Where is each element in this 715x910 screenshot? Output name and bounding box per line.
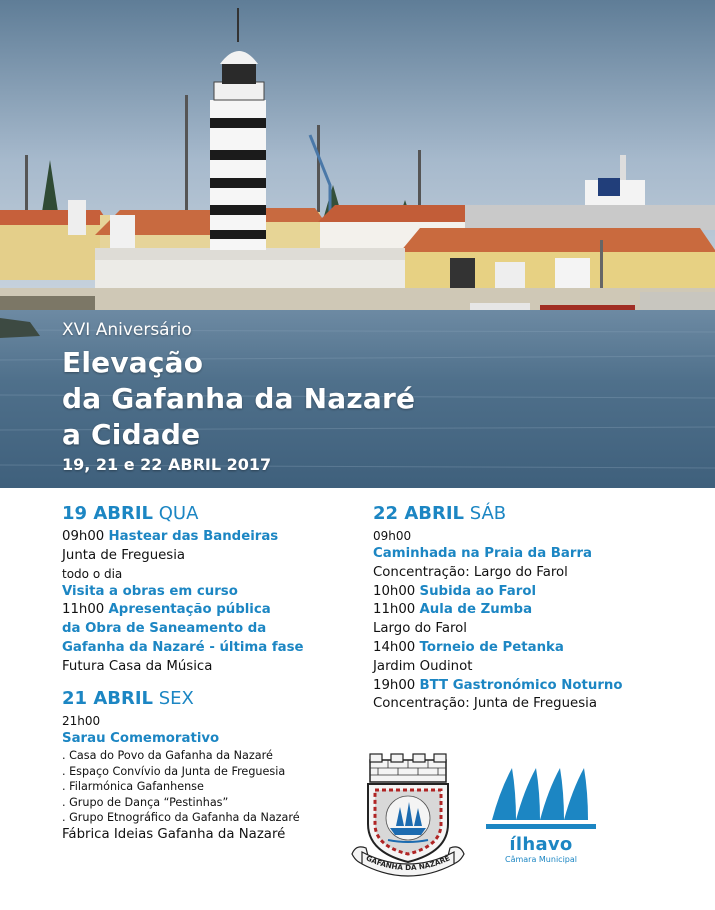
crest-icon — [348, 752, 468, 877]
program-line: da Obra de Saneamento da — [62, 621, 267, 637]
event-dates: 19, 21 e 22 ABRIL 2017 — [62, 455, 272, 474]
program-line: Visita a obras em curso — [62, 583, 238, 599]
program-line: Caminhada na Praia da Barra — [373, 546, 592, 561]
program-line: todo o dia — [62, 566, 123, 581]
program-line: Concentração: Junta de Freguesia — [373, 696, 597, 712]
day-header-21 — [62, 687, 362, 711]
program-line: 19h00 BTT Gastronómico Noturno — [373, 677, 623, 693]
day-weekday: SEX — [158, 687, 194, 709]
day-header-22 — [373, 502, 673, 526]
program-line: 11h00 Apresentação pública — [62, 602, 271, 618]
program-line: Junta de Freguesia — [62, 547, 186, 563]
program-line: Gafanha da Nazaré - última fase — [62, 639, 304, 655]
title-line-1: Elevação — [62, 346, 204, 379]
program-line: Fábrica Ideias Gafanha da Nazaré — [62, 826, 286, 842]
gafanha-crest — [348, 752, 468, 877]
logo-name: ílhavo — [509, 834, 573, 855]
participant-line: . Filarmónica Gafanhense — [62, 780, 204, 794]
program-line: Jardim Oudinot — [373, 658, 473, 674]
right-program-column — [373, 502, 673, 714]
day-weekday: QUA — [158, 503, 199, 524]
program-line: 14h00 Torneio de Petanka — [373, 639, 564, 655]
left-program-column — [62, 502, 362, 845]
program-line: 10h00 Subida ao Farol — [373, 583, 537, 599]
ilhavo-logo — [486, 762, 596, 864]
program-line: 21h00 — [62, 713, 101, 728]
program-line: Futura Casa da Música — [62, 658, 213, 674]
logo-subtitle: Câmara Municipal — [504, 855, 577, 864]
day-date: 21 ABRIL — [62, 687, 153, 709]
day-weekday: SÁB — [469, 503, 507, 524]
participant-line: . Grupo Etnográfico da Gafanha da Nazaré — [62, 811, 300, 825]
anniversary-subtitle: XVI Aniversário — [62, 320, 192, 340]
program-line: 09h00 Hastear das Bandeiras — [62, 529, 279, 544]
day-date: 22 ABRIL — [373, 503, 464, 524]
day-date: 19 ABRIL — [62, 503, 153, 524]
title-line-3: a Cidade — [62, 418, 201, 451]
crest-ribbon-text: GAFANHA DA NAZARÉ — [364, 853, 452, 873]
sails-icon — [486, 762, 596, 832]
title-line-2: da Gafanha da Nazaré — [62, 382, 416, 415]
participant-line: . Grupo de Dança “Pestinhas” — [62, 795, 229, 809]
program-line: Largo do Farol — [373, 621, 467, 637]
participant-line: . Casa do Povo da Gafanha da Nazaré — [62, 749, 273, 763]
program-line: Concentração: Largo do Farol — [373, 564, 568, 580]
participant-line: . Espaço Convívio da Junta de Freguesia — [62, 764, 286, 778]
program-line: 11h00 Aula de Zumba — [373, 602, 533, 618]
program-line: 09h00 — [373, 529, 412, 543]
program-line: Sarau Comemorativo — [62, 730, 220, 746]
day-header-19 — [62, 502, 362, 526]
